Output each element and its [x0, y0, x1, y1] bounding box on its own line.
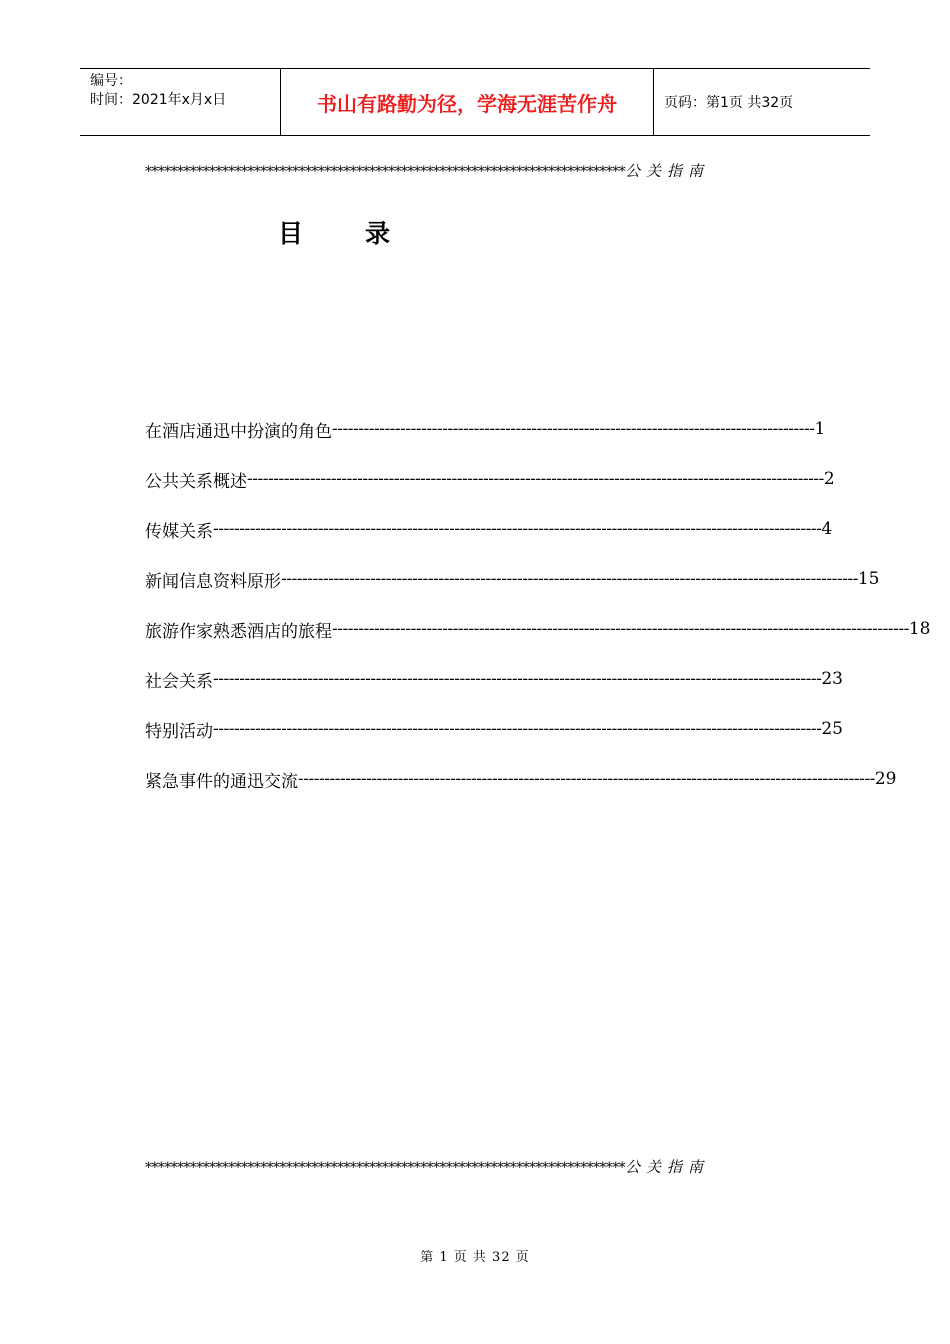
toc-item-leader: --------------------------------------------------------------------------------------------------------------	[298, 769, 875, 789]
toc-item-leader: --------------------------------------------------------------------------------------------------------------	[332, 619, 909, 639]
toc-item-page: 18	[908, 619, 931, 639]
divider-stars: ***************************************************************************	[145, 164, 626, 180]
page-footer: 第 1 页 共 32 页	[420, 1250, 530, 1265]
toc-item-label: 传媒关系	[145, 521, 213, 542]
toc-item-page: 4	[821, 519, 833, 539]
toc-item-leader: --------------------------------------------------------------------------------------------------------------------	[213, 519, 822, 539]
toc-title	[278, 214, 390, 250]
toc-item[interactable]	[145, 604, 931, 654]
toc-item-page: 23	[821, 669, 843, 689]
toc-title-char2: 录	[365, 219, 391, 248]
toc-item[interactable]	[145, 554, 880, 604]
toc-item-leader: --------------------------------------------------------------------------------------------------------------------	[213, 669, 822, 689]
header-motto: 书山有路勤为径，学海无涯苦作舟	[281, 69, 654, 135]
toc-item-leader: --------------------------------------------------------------------------------------------	[332, 419, 815, 439]
toc-item-label: 特别活动	[145, 721, 213, 742]
toc-item-leader: --------------------------------------------------------------------------------------------------------------	[247, 469, 824, 489]
number-label: 编号：	[90, 73, 132, 89]
toc-item-page: 15	[857, 569, 880, 589]
toc-item-leader: --------------------------------------------------------------------------------------------------------------------	[213, 719, 822, 739]
toc-item-page: 2	[823, 469, 835, 489]
toc-item-label: 新闻信息资料原形	[145, 571, 281, 592]
header-page-info: 页码：第1页 共32页	[664, 95, 794, 111]
divider-tag: 公关指南	[625, 1158, 710, 1176]
toc-title-char1: 目	[278, 219, 304, 248]
toc-item[interactable]	[145, 454, 835, 504]
divider-stars: ***************************************************************************	[145, 1160, 626, 1176]
toc-item[interactable]	[145, 704, 843, 754]
bottom-divider	[145, 1156, 805, 1177]
toc-item[interactable]	[145, 654, 843, 704]
toc-item-label: 在酒店通迅中扮演的角色	[145, 421, 332, 442]
top-divider	[145, 160, 805, 181]
toc-item[interactable]	[145, 504, 833, 554]
toc-item-label: 公共关系概述	[145, 471, 247, 492]
header-meta	[80, 69, 281, 135]
table-of-contents	[145, 404, 931, 804]
divider-tag: 公关指南	[625, 162, 710, 180]
toc-item[interactable]	[145, 404, 826, 454]
toc-item-page: 1	[814, 419, 826, 439]
toc-item-leader: --------------------------------------------------------------------------------------------------------------	[281, 569, 858, 589]
toc-item-label: 紧急事件的通迅交流	[145, 771, 298, 792]
toc-item-label: 社会关系	[145, 671, 213, 692]
toc-item-label: 旅游作家熟悉酒店的旅程	[145, 621, 332, 642]
toc-item[interactable]	[145, 754, 897, 804]
toc-item-page: 29	[874, 769, 897, 789]
page-header	[80, 68, 870, 136]
time-label: 时间：2021年x月x日	[90, 92, 227, 108]
toc-item-page: 25	[821, 719, 843, 739]
